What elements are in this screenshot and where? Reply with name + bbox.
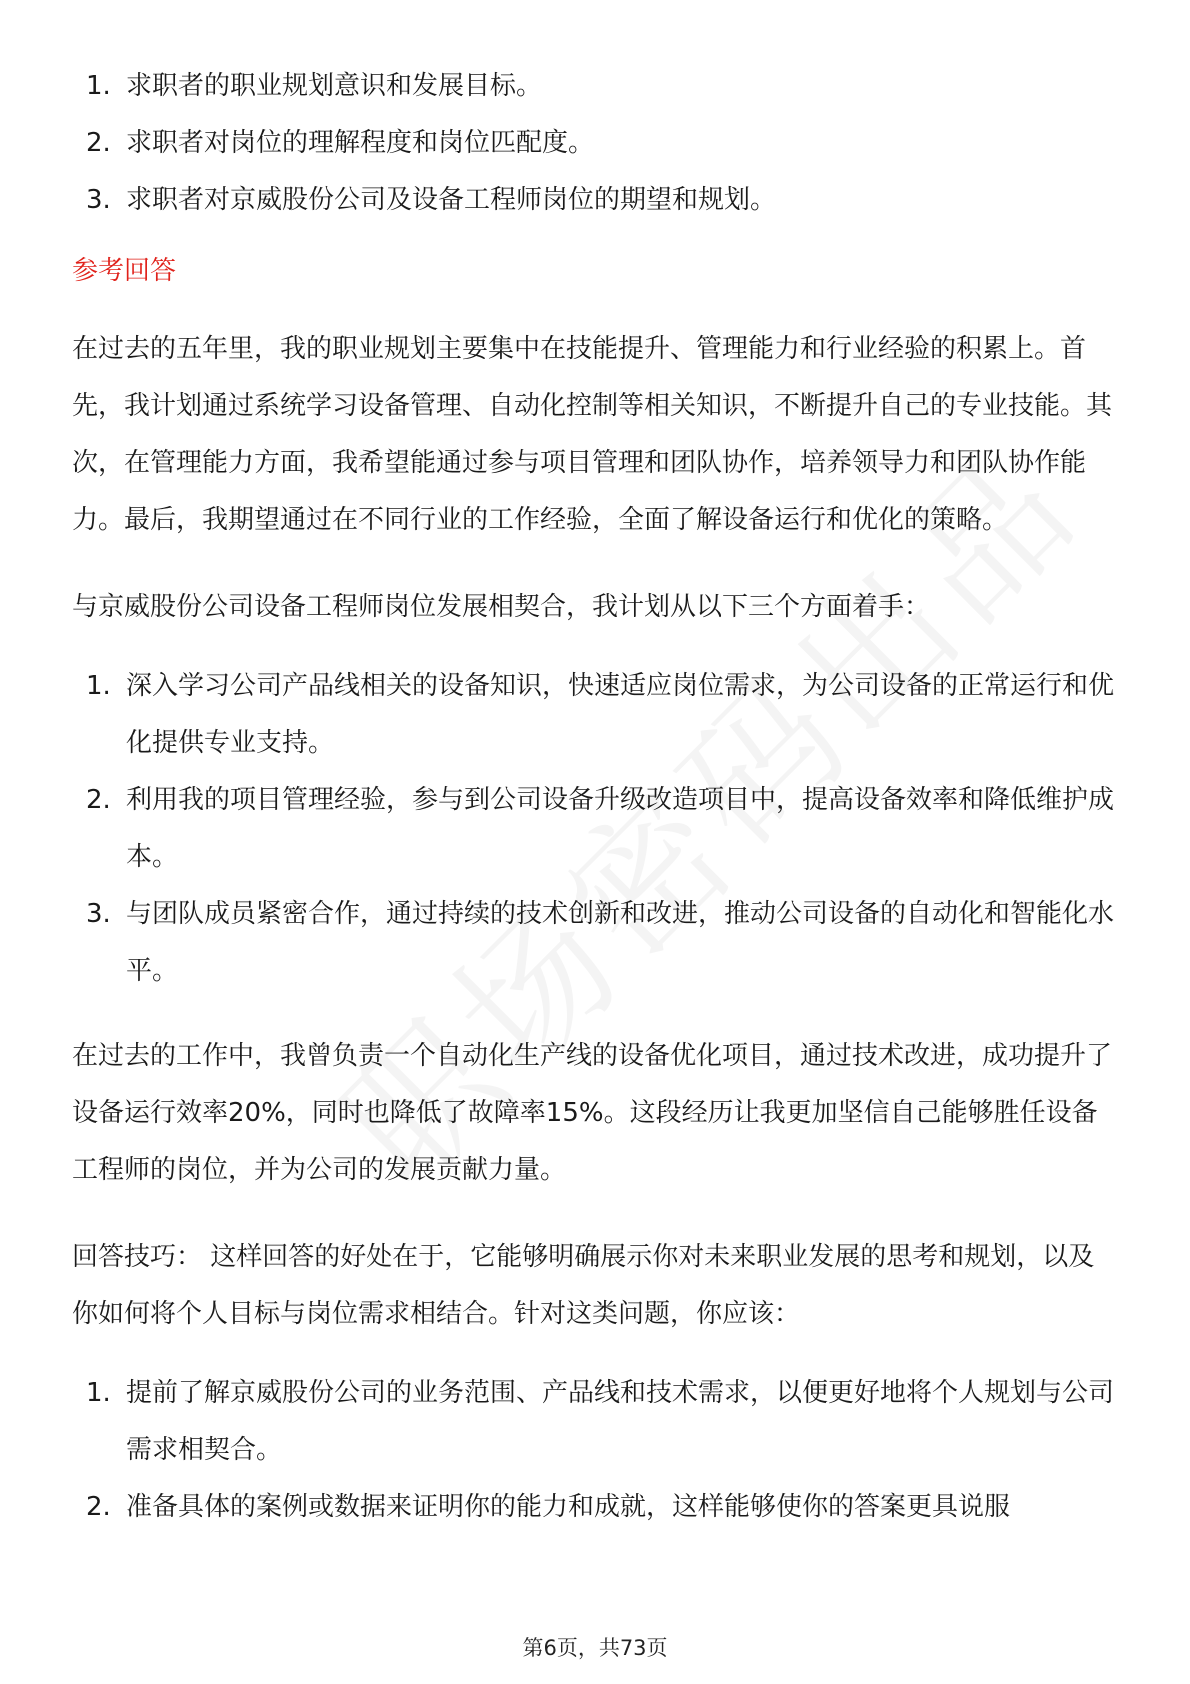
list-item-text: 求职者的职业规划意识和发展目标。: [126, 71, 543, 101]
list-item: [72, 886, 1118, 1000]
answer-paragraph-3: 在过去的工作中，我曾负责一个自动化生产线的设备优化项目，通过技术改进，成功提升了设备运行效率20%，同时也降低了故障率15%。这段经历让我更加坚信自己能够胜任设备工程师的岗位，并为公司的发展贡献力量。: [72, 1041, 1113, 1185]
list-item: [72, 172, 1118, 229]
list-item-text: 利用我的项目管理经验，参与到公司设备升级改造项目中，提高设备效率和降低维护成本。: [126, 785, 1115, 872]
list-item-text: 深入学习公司产品线相关的设备知识，快速适应岗位需求，为公司设备的正常运行和优化提供专业支持。: [126, 671, 1115, 758]
list-number: 1.: [86, 71, 111, 101]
tips-list: [72, 1365, 1118, 1536]
list-item: [72, 58, 1118, 115]
list-number: 1.: [86, 671, 111, 701]
list-item-text: 与团队成员紧密合作，通过持续的技术创新和改进，推动公司设备的自动化和智能化水平。: [126, 899, 1115, 986]
reference-answer-heading: 参考回答: [72, 256, 177, 286]
page-footer: 第6页，共73页: [522, 1636, 668, 1660]
document-page: [72, 58, 1118, 1536]
list-item-text: 求职者对京威股份公司及设备工程师岗位的期望和规划。: [126, 185, 777, 215]
list-item: [72, 1365, 1118, 1479]
list-number: 3.: [86, 185, 111, 215]
list-number: 2.: [86, 785, 111, 815]
list-item-text: 求职者对岗位的理解程度和岗位匹配度。: [126, 128, 595, 158]
tips-paragraph: 回答技巧： 这样回答的好处在于，它能够明确展示你对未来职业发展的思考和规划，以及你如何将个人目标与岗位需求相结合。针对这类问题，你应该：: [72, 1242, 1095, 1329]
list-number: 1.: [86, 1378, 111, 1408]
list-item: [72, 1479, 1118, 1536]
list-number: 3.: [86, 899, 111, 929]
list-number: 2.: [86, 1492, 111, 1522]
list-item: [72, 115, 1118, 172]
list-item: [72, 658, 1118, 772]
answer-paragraph-2: 与京威股份公司设备工程师岗位发展相契合，我计划从以下三个方面着手：: [72, 592, 931, 622]
list-item: [72, 772, 1118, 886]
list-item-text: 准备具体的案例或数据来证明你的能力和成就，这样能够使你的答案更具说服: [126, 1492, 1011, 1522]
criteria-list: [72, 58, 1118, 229]
answer-paragraph-1: 在过去的五年里，我的职业规划主要集中在技能提升、管理能力和行业经验的积累上。首先，我计划通过系统学习设备管理、自动化控制等相关知识，不断提升自己的专业技能。其次，在管理能力方面，我希望能通过参与项目管理和团队协作，培养领导力和团队协作能力。最后，我期望通过在不同行业的工作经验，全面了解设备运行和优化的策略。: [72, 334, 1113, 535]
list-number: 2.: [86, 128, 111, 158]
plan-list: [72, 658, 1118, 1000]
list-item-text: 提前了解京威股份公司的业务范围、产品线和技术需求，以便更好地将个人规划与公司需求相契合。: [126, 1378, 1115, 1465]
